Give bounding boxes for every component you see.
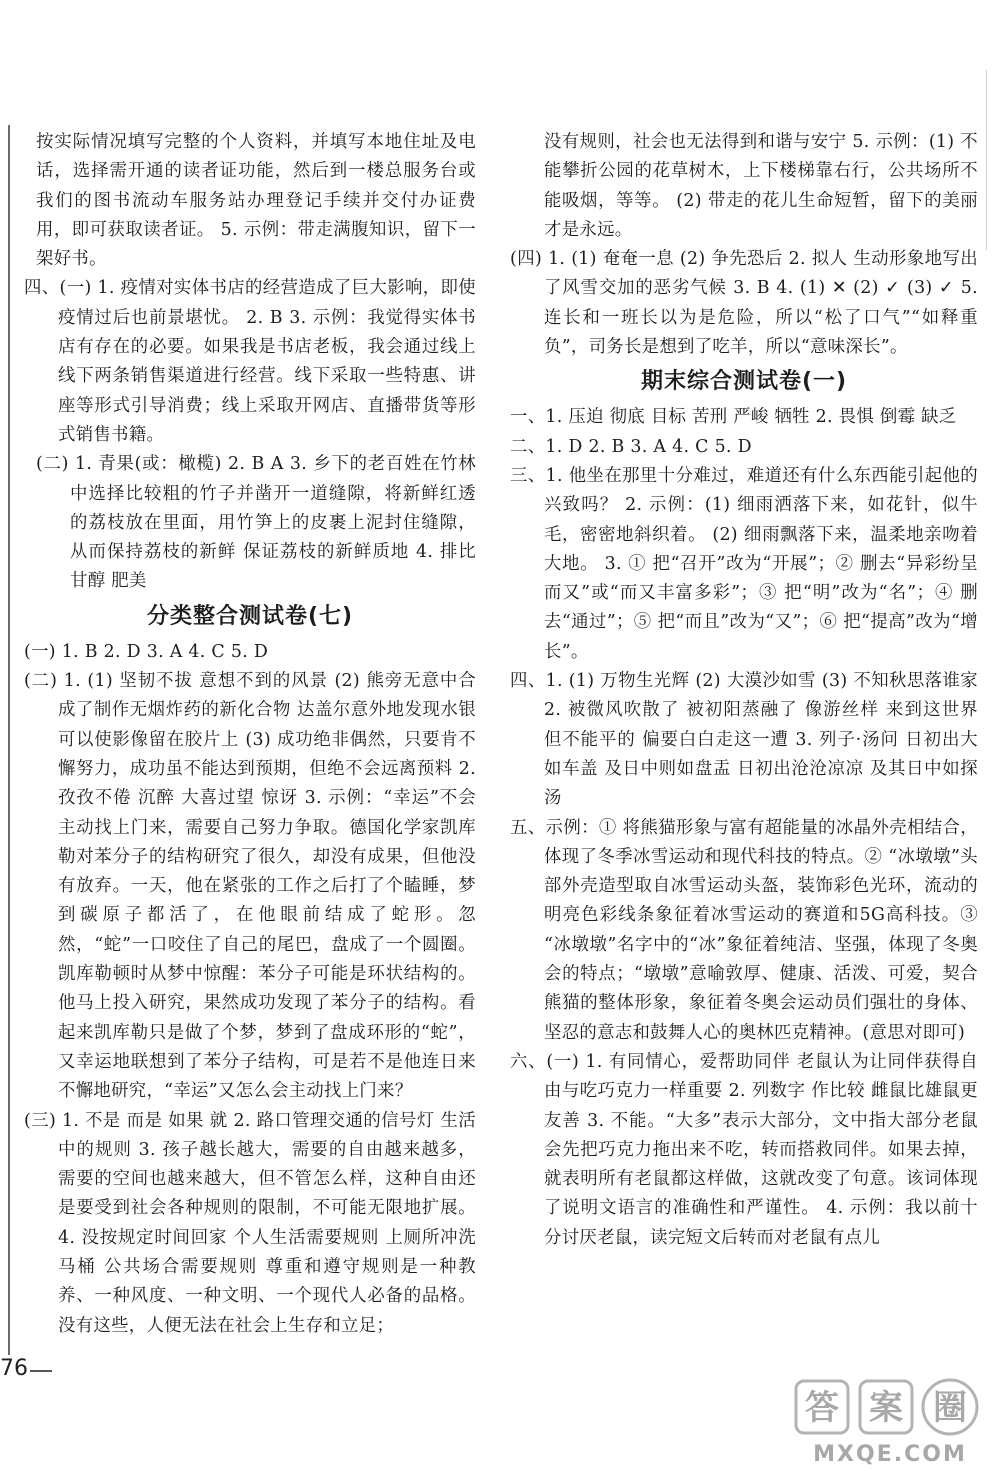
page-number: 76 [0,1356,28,1381]
right-column [510,128,978,1253]
left-column [24,128,476,1341]
answer-paragraph: 二、1. D 2. B 3. A 4. C 5. D [510,436,752,457]
answer-paragraph: (四) 1. (1) 奄奄一息 (2) 争先恐后 2. 拟人 生动形象地写出了风雪交加的恶劣气候 3. B 4. (1) ✕ (2) ✓ (3) ✓ 5. 连长和一班长以为是危险，所以“松了口气”“如释重负”，司务长是想到了吃羊，所以“意味深长”。 [510,249,978,358]
page-number-dash [30,1370,52,1372]
answer-paragraph: 一、1. 压迫 彻底 目标 苦刑 严峻 牺牲 2. 畏惧 倒霉 缺乏 [510,407,957,428]
section-heading: 期末综合测试卷(一) [640,369,848,395]
scan-edge-line [986,70,987,250]
svg-text:MXQE.COM: MXQE.COM [813,1442,967,1467]
answer-paragraph: 五、示例：① 将熊猫形象与富有超能量的冰晶外壳相结合，体现了冬季冰雪运动和现代科技的特点。② “冰墩墩”头部外壳造型取自冰雪运动头盔，装饰彩色光环，流动的明亮色彩线条象征着冰雪运动的赛道和5G高科技。③ “冰墩墩”名字中的“冰”象征着纯洁、坚强，体现了冬奥会的特点；“墩墩”意喻敦厚、健康、活泼、可爱，契合熊猫的整体形象，象征着冬奥会运动员们强壮的身体、坚忍的意志和鼓舞人心的奥林匹克精神。(意思对即可) [510,817,978,1043]
answer-paragraph: (二) 1. 青果(或：橄榄) 2. B A 3. 乡下的老百姓在竹林中选择比较粗的竹子并凿开一道缝隙，将新鲜红透的荔枝放在里面，用竹笋上的皮裹上泥封住缝隙，从而保持荔枝的新鲜 保证荔枝的新鲜质地 4. 排比 甘醇 肥美 [36,454,476,592]
answer-paragraph: 四、1. (1) 万物生光辉 (2) 大漠沙如雪 (3) 不知秋思落谁家 2. 被微风吹散了 被初阳蒸融了 像游丝样 来到这世界 但不能平的 偏要白白走这一遭 3. 列子·汤问 日初出大如车盖 及日中则如盘盂 日初出沧沧凉凉 及其日中如探汤 [510,671,978,809]
answer-paragraph: (三) 1. 不是 而是 如果 就 2. 路口管理交通的信号灯 生活中的规则 3. 孩子越长越大，需要的自由越来越多，需要的空间也越来越大，但不管怎么样，这种自由还是要受到社会各种规则的限制，不可能无限地扩展。 4. 没按规定时间回家 个人生活需要规则 上厕所冲洗马桶 公共场合需要规则 尊重和遵守规则是一种教养、一种风度、一种文明、一个现代人必备的品格。没有这些，人便无法在社会上生存和立足； [24,1110,476,1336]
answer-paragraph: 三、1. 他坐在那里十分难过，难道还有什么东西能引起他的兴致吗？ 2. 示例：(1) 细雨洒落下来，如花针，似牛毛，密密地斜织着。 (2) 细雨飘落下来，温柔地亲吻着大地。 3. ① 把“召开”改为“开展”；② 删去“异彩纷呈而又”或“而又丰富多彩”；③ 把“明”改为“名”；④ 删去“通过”；⑤ 把“而且”改为“又”；⑥ 把“提高”改为“增长”。 [510,465,978,662]
answer-paragraph: (二) 1. (1) 坚韧不拔 意想不到的风景 (2) 熊旁无意中合成了制作无烟炸药的新化合物 达盖尔意外地发现水银可以使影像留在胶片上 (3) 成功绝非偶然，只要肯不懈努力，成功虽不能达到预期，但绝不会远离预料 2. 孜孜不倦 沉醉 大喜过望 惊讶 3. 示例：“幸运”不会主动找上门来，需要自己努力争取。德国化学家凯库勒对苯分子的结构研究了很久，却没有成果，但他没有放弃。一天，他在紧张的工作之后打了个瞌睡，梦到碳原子都活了，在他眼前结成了蛇形。忽然，“蛇”一口咬住了自己的尾巴，盘成了一个圆圈。凯库勒顿时从梦中惊醒：苯分子可能是环状结构的。他马上投入研究，果然成功发现了苯分子的结构。看起来凯库勒只是做了个梦，梦到了盘成环形的“蛇”，又幸运地联想到了苯分子结构，可是若不是他连日来不懈地研究，“幸运”又怎么会主动找上门来？ [24,671,476,1102]
binding-edge-line [8,125,10,1355]
answer-paragraph: 六、(一) 1. 有同情心，爱帮助同伴 老鼠认为让同伴获得自由与吃巧克力一样重要 2. 列数字 作比较 雌鼠比雄鼠更友善 3. 不能。“大多”表示大部分，文中指大部分老鼠会先把巧克力拖出来不吃，转而搭救同伴。如果去掉，就表明所有老鼠都这样做，这就改变了句意。该词体现了说明文语言的准确性和严谨性。 4. 示例：我以前十分讨厌老鼠，读完短文后转而对老鼠有点儿 [510,1051,978,1248]
svg-text:答: 答 [805,1388,839,1428]
svg-text:案: 案 [869,1388,903,1428]
watermark-logo-icon [790,1375,990,1467]
svg-text:圈: 圈 [933,1388,967,1428]
answer-paragraph: 四、(一) 1. 疫情对实体书店的经营造成了巨大影响，即使疫情过后也前景堪忧。 2. B 3. 示例：我觉得实体书店有存在的必要。如果我是书店老板，我会通过线上线下两条销售渠道进行经营。线下采取一些特惠、讲座等形式引导消费；线上采取开网店、直播带货等形式销售书籍。 [24,278,476,445]
answer-paragraph: 没有规则，社会也无法得到和谐与安宁 5. 示例：(1) 不能攀折公园的花草树木，上下楼梯靠右行，公共场所不能吸烟，等等。 (2) 带走的花儿生命短暂，留下的美丽才是永远。 [544,132,978,240]
answer-paragraph: 按实际情况填写完整的个人资料，并填写本地住址及电话，选择需开通的读者证功能，然后到一楼总服务台或我们的图书流动车服务站办理登记手续并交付办证费用，即可获取读者证。 5. 示例：带走满腹知识，留下一架好书。 [36,132,476,270]
section-heading: 分类整合测试卷(七) [146,603,354,629]
answer-paragraph: (一) 1. B 2. D 3. A 4. C 5. D [24,641,269,662]
